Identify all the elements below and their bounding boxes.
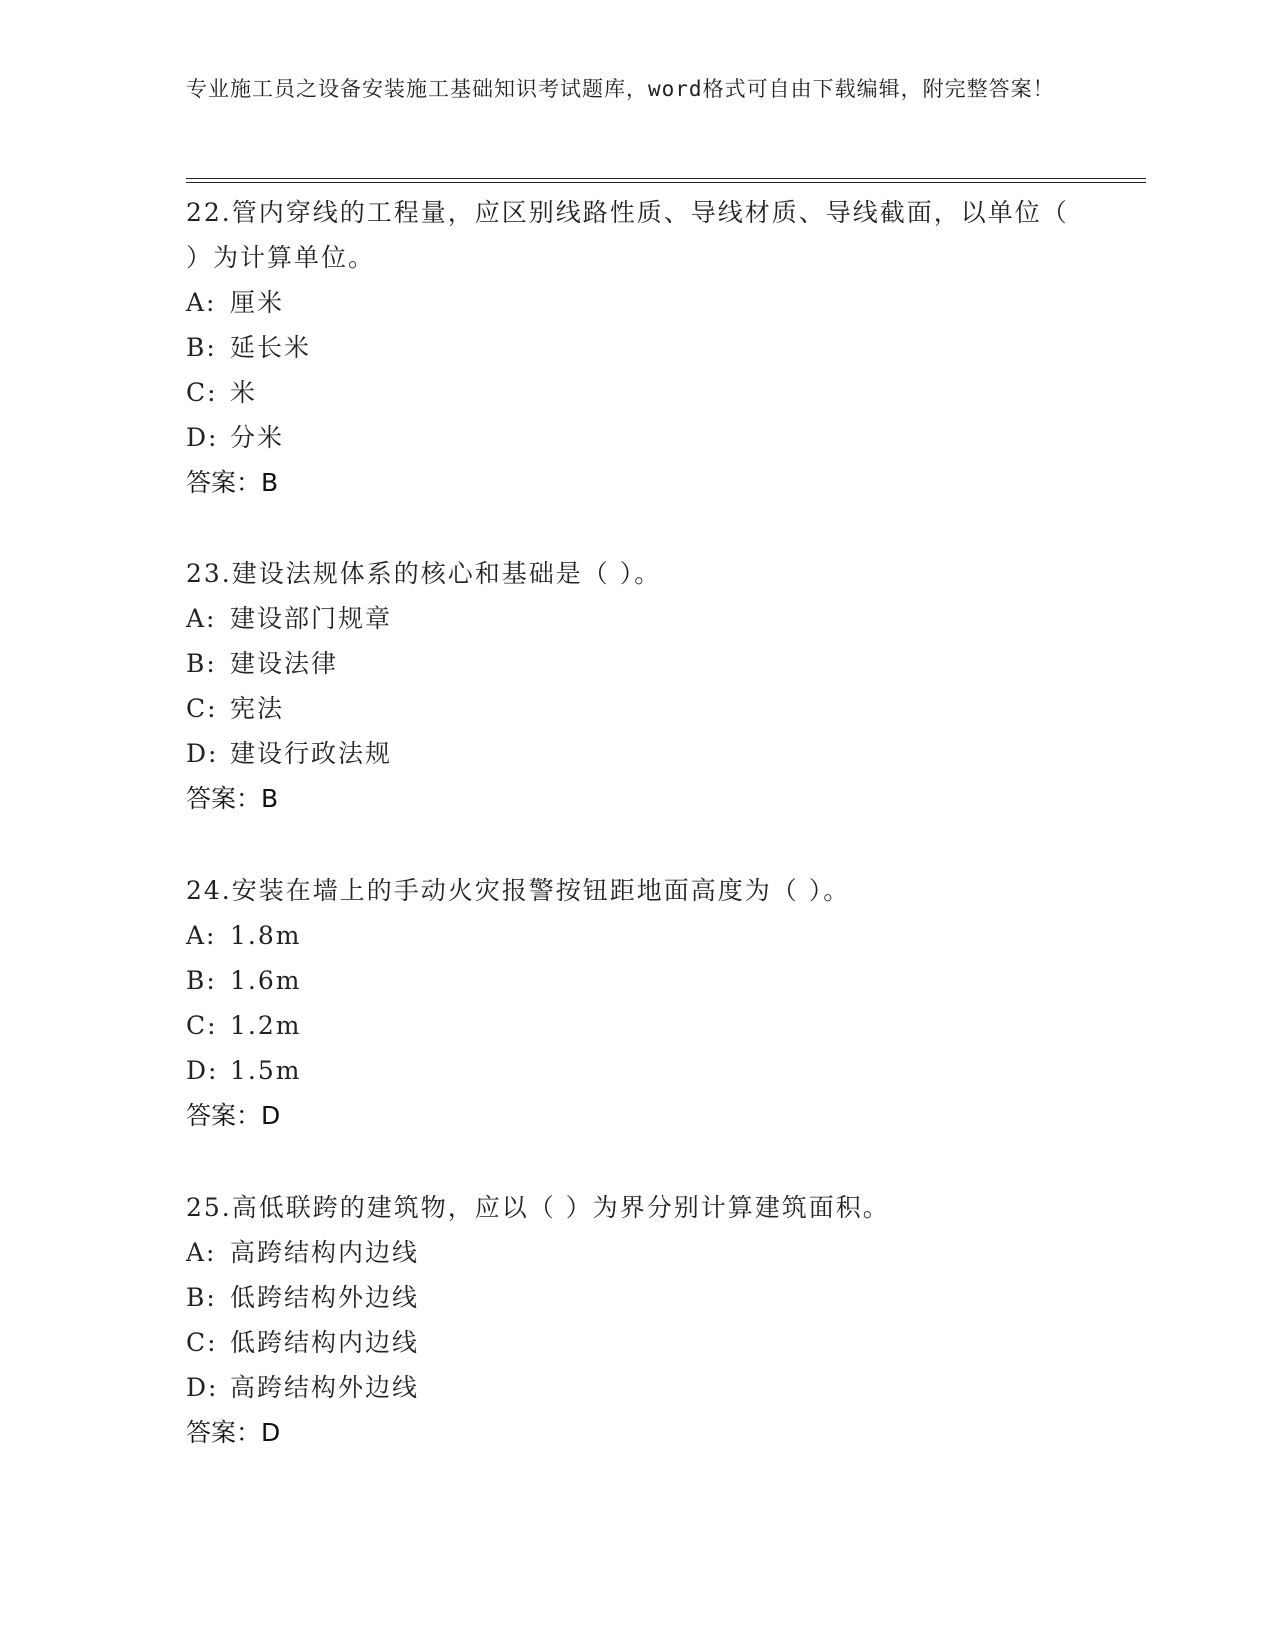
option-letter: A: (186, 604, 217, 633)
question-stem: 25.高低联跨的建筑物，应以（ ）为界分别计算建筑面积。 (186, 1193, 890, 1222)
option-text: 厘米 (230, 288, 285, 317)
option-letter: B: (186, 966, 217, 995)
option-text: 1.8m (230, 921, 302, 950)
question-stem: 23.建设法规体系的核心和基础是（ ）。 (186, 559, 662, 588)
answer-line: 答案：B (186, 784, 279, 813)
option-a (186, 1230, 1086, 1275)
answer-line: 答案：D (186, 1418, 281, 1447)
option-text: 1.5m (230, 1056, 302, 1085)
option-letter: D: (186, 739, 219, 768)
option-letter: C: (186, 694, 218, 723)
option-text: 建设行政法规 (230, 739, 393, 768)
question-25 (186, 1185, 1086, 1455)
option-b (186, 958, 1086, 1003)
question-24 (186, 868, 1086, 1138)
option-letter: A: (186, 288, 217, 317)
option-d (186, 1048, 1086, 1093)
option-letter: C: (186, 1011, 218, 1040)
option-text: 1.2m (230, 1011, 302, 1040)
option-letter: A: (186, 921, 217, 950)
answer-line: 答案：B (186, 468, 279, 497)
option-letter: D: (186, 1056, 219, 1085)
option-letter: D: (186, 423, 219, 452)
option-text: 高跨结构内边线 (230, 1238, 420, 1267)
option-text: 低跨结构内边线 (230, 1328, 420, 1357)
option-c (186, 1320, 1086, 1365)
option-letter: A: (186, 1238, 217, 1267)
question-22 (186, 190, 1086, 505)
option-letter: C: (186, 378, 218, 407)
question-stem: 22.管内穿线的工程量，应区别线路性质、导线材质、导线截面，以单位（ ）为计算单位。 (186, 198, 1069, 272)
option-text: 宪法 (230, 694, 285, 723)
option-letter: D: (186, 1373, 219, 1402)
option-c (186, 1003, 1086, 1048)
question-stem: 24.安装在墙上的手动火灾报警按钮距地面高度为（ ）。 (186, 876, 851, 905)
option-text: 延长米 (230, 333, 312, 362)
option-text: 建设法律 (230, 649, 339, 678)
option-letter: C: (186, 1328, 218, 1357)
option-d (186, 415, 1086, 460)
option-text: 米 (230, 378, 258, 407)
option-text: 低跨结构外边线 (230, 1283, 420, 1312)
header-divider-top (186, 178, 1146, 179)
document-header: 专业施工员之设备安装施工基础知识考试题库，word格式可自由下载编辑，附完整答案！ (186, 77, 1055, 101)
option-letter: B: (186, 1283, 217, 1312)
option-letter: B: (186, 333, 217, 362)
option-c (186, 686, 1086, 731)
option-text: 1.6m (230, 966, 302, 995)
option-d (186, 1365, 1086, 1410)
answer-line: 答案：D (186, 1101, 281, 1130)
option-text: 分米 (230, 423, 285, 452)
header-divider-bottom (186, 182, 1146, 183)
option-text: 建设部门规章 (230, 604, 393, 633)
option-a (186, 596, 1086, 641)
option-b (186, 641, 1086, 686)
option-letter: B: (186, 649, 217, 678)
question-23 (186, 551, 1086, 821)
option-b (186, 325, 1086, 370)
option-a (186, 913, 1086, 958)
option-a (186, 280, 1086, 325)
option-b (186, 1275, 1086, 1320)
option-text: 高跨结构外边线 (230, 1373, 420, 1402)
option-d (186, 731, 1086, 776)
option-c (186, 370, 1086, 415)
